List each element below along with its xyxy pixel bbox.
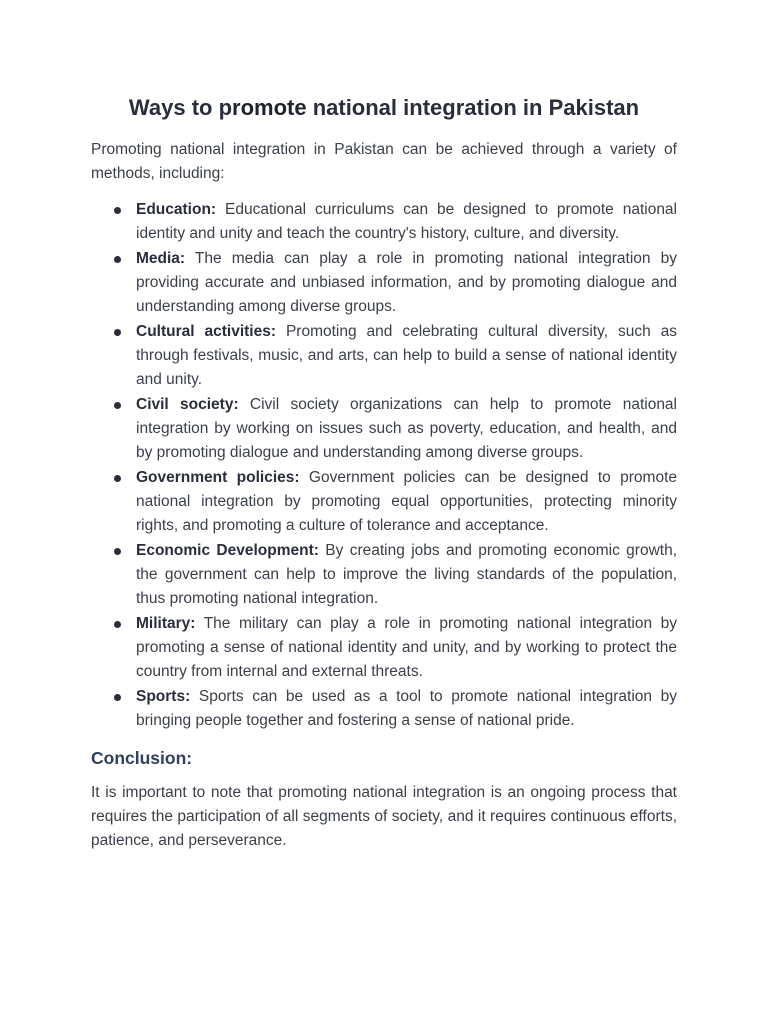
bullet-text: Educational curriculums can be designed to promote national identity and unity and teach the country's history, culture, and diversity.: [136, 201, 677, 242]
bullet-term: Economic Development:: [136, 542, 319, 559]
bullet-icon: [114, 548, 121, 555]
bullet-text: Sports can be used as a tool to promote national integration by bringing people together and fostering a sense of national pride.: [136, 688, 677, 729]
bullet-text: Government policies can be designed to promote national integration by promoting equal opportunities, protecting minority rights, and promoting a culture of tolerance and acceptance.: [136, 469, 678, 534]
list-item-civil-society: [91, 393, 677, 465]
bullet-term: Civil society:: [136, 396, 239, 413]
list-item-economic-development: [91, 539, 677, 611]
document-title-part-3: national integration in Pakistan: [306, 95, 640, 120]
list-item-education: [91, 198, 677, 246]
bullet-term: Media:: [136, 250, 186, 267]
list-item-sports: [91, 685, 677, 733]
list-item-cultural-activities: [91, 320, 677, 392]
bullet-term: Education:: [136, 201, 217, 218]
bullet-icon: [114, 402, 121, 409]
conclusion-heading: Conclusion:: [91, 748, 193, 768]
bullet-icon: [114, 207, 121, 214]
bullet-term: Military:: [136, 615, 196, 632]
bullet-text: The military can play a role in promoting national integration by promoting a sense of national identity and unity, and by working to protect the country from internal and external threats.: [136, 615, 677, 680]
bullet-text: By creating jobs and promoting economic growth, the government can help to improve the living standards of the population, thus promoting national integration.: [136, 542, 677, 607]
bullet-icon: [114, 329, 121, 336]
list-item-military: [91, 612, 677, 684]
intro-paragraph: Promoting national integration in Pakistan can be achieved through a variety of methods, including:: [91, 141, 677, 182]
bullet-term: Cultural activities:: [136, 323, 277, 340]
bullet-term: Sports:: [136, 688, 191, 705]
bullet-icon: [114, 694, 121, 701]
methods-list: [91, 198, 677, 733]
bullet-icon: [114, 621, 121, 628]
bullet-text: Civil society organizations can help to promote national integration by working on issues such as poverty, education, and health, and by promoting dialogue and understanding among diverse groups.: [136, 396, 677, 461]
document-title-part-2: romote: [232, 95, 307, 120]
bullet-icon: [114, 256, 121, 263]
bullet-term: Government policies:: [136, 469, 300, 486]
conclusion-paragraph: It is important to note that promoting national integration is an ongoing process that requires the participation of all segments of society, and it requires continuous efforts, patience, and perseverance.: [91, 784, 677, 849]
document-page: [91, 92, 677, 853]
bullet-text: Promoting and celebrating cultural diversity, such as through festivals, music, and arts, can help to build a sense of national identity and unity.: [136, 323, 678, 388]
bullet-text: The media can play a role in promoting national integration by providing accurate and unbiased information, and by promoting dialogue and understanding among diverse groups.: [136, 250, 677, 315]
list-item-media: [91, 247, 677, 319]
document-title-part-1: Ways to p: [128, 95, 233, 120]
document-title: [91, 92, 677, 124]
list-item-government-policies: [91, 466, 677, 538]
bullet-icon: [114, 475, 121, 482]
